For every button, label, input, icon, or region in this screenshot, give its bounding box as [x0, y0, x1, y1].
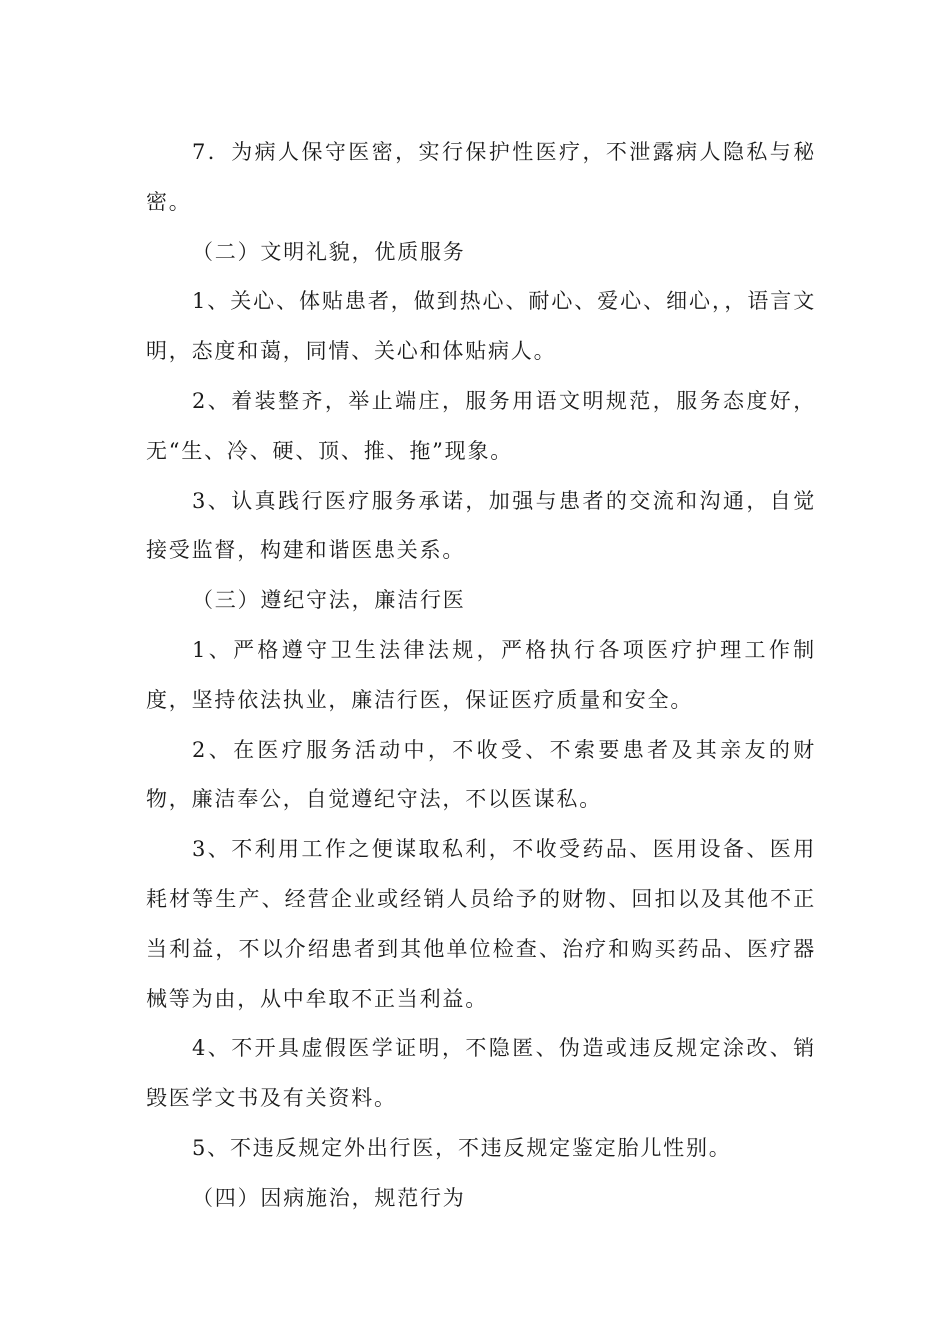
paragraph-item-7-privacy: 7．为病人保守医密，实行保护性医疗，不泄露病人隐私与秘密。	[146, 140, 816, 214]
document-body	[146, 128, 816, 1224]
paragraph-item-5-no-external-practice: 5、不违反规定外出行医，不违反规定鉴定胎儿性别。	[192, 1135, 732, 1160]
paragraph-item-1-law: 1、严格遵守卫生法律法规，严格执行各项医疗护理工作制度，坚持依法执业，廉洁行医，保证医疗质量和安全。	[146, 637, 816, 712]
paragraph-item-2-no-gifts: 2、在医疗服务活动中，不收受、不索要患者及其亲友的财物，廉洁奉公，自觉遵纪守法，不以医谋私。	[146, 737, 816, 812]
paragraph-item-2-attire: 2、着装整齐，举止端庄，服务用语文明规范，服务态度好，无“生、冷、硬、顶、推、拖”现象。	[146, 388, 816, 463]
section-heading-4: （四）因病施治，规范行为	[192, 1185, 466, 1210]
paragraph-item-4-no-false-certificates: 4、不开具虚假医学证明，不隐匿、伪造或违反规定涂改、销毁医学文书及有关资料。	[146, 1036, 816, 1111]
section-heading-2: （二）文明礼貌，优质服务	[192, 239, 466, 264]
section-heading-3: （三）遵纪守法，廉洁行医	[192, 588, 466, 613]
paragraph-item-3-no-kickbacks: 3、不利用工作之便谋取私利，不收受药品、医用设备、医用耗材等生产、经营企业或经销人员给予的财物、回扣以及其他不正当利益，不以介绍患者到其他单位检查、治疗和购买药品、医疗器械等为由，从中牟取不正当利益。	[146, 837, 816, 1011]
paragraph-item-3-commitment: 3、认真践行医疗服务承诺，加强与患者的交流和沟通，自觉接受监督，构建和谐医患关系。	[146, 488, 816, 563]
paragraph-item-1-care: 1、关心、体贴患者，做到热心、耐心、爱心、细心，，语言文明，态度和蔼，同情、关心和体贴病人。	[146, 289, 816, 364]
